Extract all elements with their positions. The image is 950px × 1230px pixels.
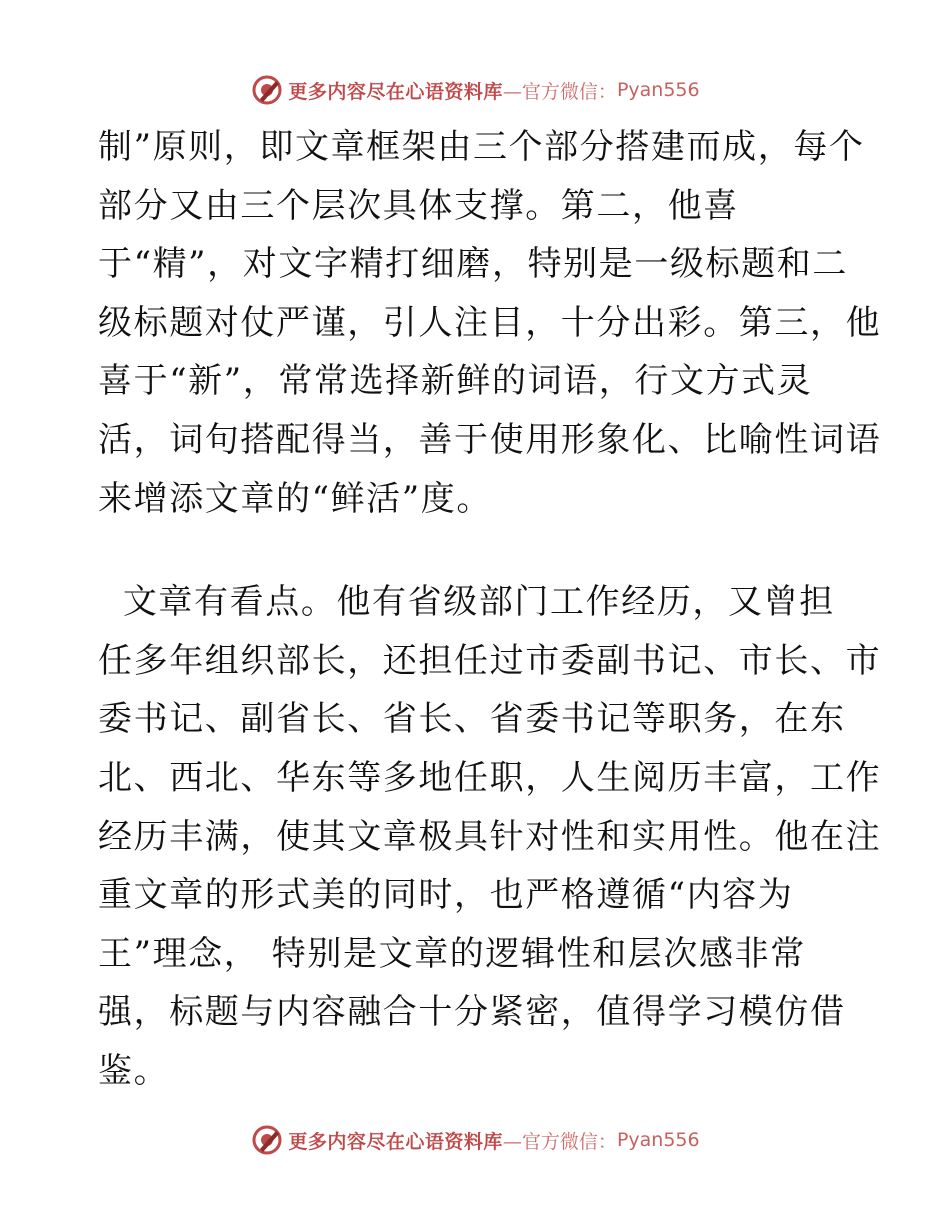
banner-wechat-id: Pyan556: [616, 1129, 700, 1151]
text-line: 级标题对仗严谨，引人注目，十分出彩。第三，他: [98, 302, 882, 343]
text-line: 鉴。: [98, 1050, 170, 1091]
text-line: 强，标题与内容融合十分紧密，值得学习模仿借: [98, 992, 846, 1033]
header-banner: [0, 72, 950, 108]
text-line: 王”理念， 特别是文章的逻辑性和层次感非常: [98, 933, 806, 974]
text-line: 任多年组织部长，还担任过市委副书记、市长、市: [98, 640, 882, 681]
footer-banner: [0, 1122, 950, 1158]
text-line: 制”原则，即文章框架由三个部分搭建而成，每个: [98, 127, 865, 167]
banner-title: 更多内容尽在心语资料库: [288, 1130, 503, 1153]
paragraph-1: [98, 118, 882, 528]
banner-title: 更多内容尽在心语资料库: [288, 80, 503, 103]
text-line: 委书记、副省长、省长、省委书记等职务，在东: [98, 699, 846, 740]
pen-logo-icon: [250, 1123, 284, 1157]
text-line: 于“精”，对文字精打细磨，特别是一级标题和二: [98, 244, 848, 285]
paragraph-2: [98, 573, 882, 1100]
text-line: 文章有看点。他有省级部门工作经历，又曾担: [98, 582, 835, 623]
text-line: 部分又由三个层次具体支撑。第二，他喜: [98, 185, 739, 226]
text-line: 来增添文章的“鲜活”度。: [98, 478, 492, 519]
text-line: 经历丰满，使其文章极具针对性和实用性。他在注: [98, 816, 882, 857]
text-line: 北、西北、华东等多地任职，人生阅历丰富，工作: [98, 757, 882, 798]
text-line: 活，词句搭配得当，善于使用形象化、比喻性词语: [98, 419, 882, 460]
text-line: 重文章的形式美的同时，也严格遵循“内容为: [98, 875, 794, 916]
banner-subtitle: —官方微信：: [502, 1130, 617, 1153]
document-body: [98, 118, 882, 1101]
banner-wechat-id: Pyan556: [616, 79, 700, 101]
banner-subtitle: —官方微信：: [502, 80, 617, 103]
pen-logo-icon: [250, 73, 284, 107]
paragraph-gap: [98, 528, 858, 573]
text-line: 喜于“新”，常常选择新鲜的词语，行文方式灵: [98, 361, 813, 402]
